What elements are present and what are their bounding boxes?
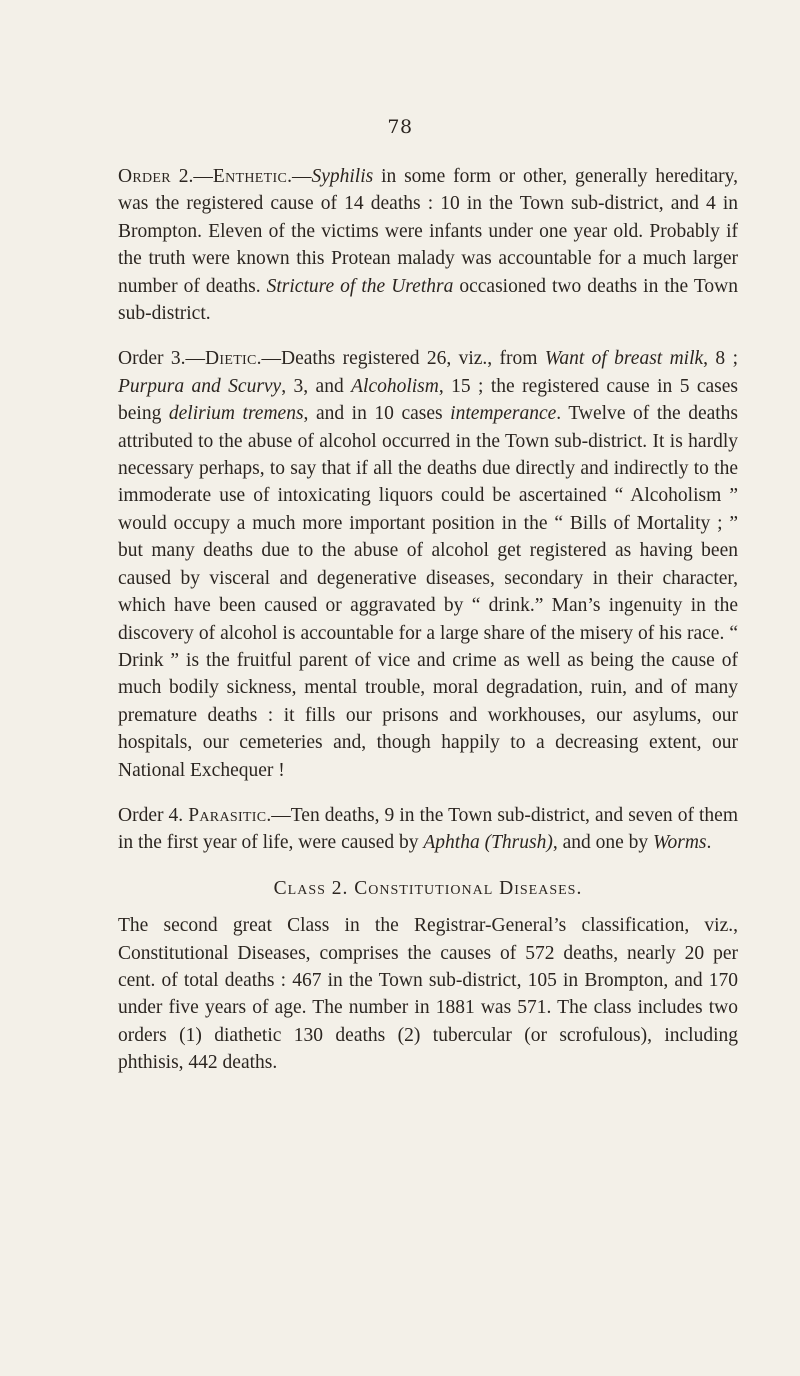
order-3-intemperance: intemperance	[450, 403, 557, 425]
paragraph-class-2: The second great Class in the Registrar-General’s classification, viz., Constitutional Diseases, comprises the causes of 572 deaths, nearly 20 per cent. of total deaths : 467 in the Town sub-district, 105 in Brompton, and 170 under five years of age. The number in 1881 was 571. The class includes two orders (1) diathetic 130 deaths (2) tubercular (or scrofulous), including phthisis, 442 deaths.	[118, 915, 738, 1074]
paragraph-order-3	[118, 345, 738, 784]
order-4-aphtha: Aphtha (Thrush)	[423, 832, 553, 854]
order-3-text-5: . Twelve of the deaths attributed to the abuse of alcohol occurred in the Town sub-district. It is hardly necessary perhaps, to say that if all the deaths due directly and indirectly to the immoderate use of intoxicating liquors could be ascertained “ Alcoholism ” would occupy a much more important position in the “ Bills of Mortality ; ” but many deaths due to the abuse of alcohol get registered as having been caused by visceral and degenerative diseases, secondary in their character, which have been caused or aggravated by “ drink.” Man’s ingenuity in the discovery of alcohol is accountable for a large share of the misery of his race. “ Drink ” is the fruitful parent of vice and crime as well as being the cause of much bodily sickness, mental trouble, moral degradation, ruin, and of many premature deaths : it fills our prisons and workhouses, our asylums, our hospitals, our cemeteries and, though happily to a decreasing extent, our National Exchequer !	[118, 403, 739, 781]
body-text	[118, 163, 738, 1095]
order-4-text-0: .—Ten deaths, 9 in the Town sub-district, and seven of them in the first year of life, were caused by	[118, 804, 738, 854]
order-3-alcoholism: Alcoholism	[351, 375, 439, 397]
order-3-text-3: , 15 ; the registered cause in 5 cases being	[118, 375, 738, 425]
paragraph-order-2	[118, 163, 738, 327]
order-4-text-2: .	[706, 832, 712, 854]
order-3-text-1: , 8 ;	[703, 348, 738, 370]
order-2-stricture: Stricture of the Urethra	[266, 275, 454, 297]
order-4-lead: Order 4.	[118, 804, 189, 826]
order-4-worms: Worms	[653, 832, 707, 854]
order-2-syphilis: Syphilis	[311, 166, 374, 187]
order-2-name: Enthetic	[212, 166, 288, 187]
order-2-text-2: occasioned two deaths in the Town sub-district.	[118, 275, 738, 325]
order-2-text-1: in some form or other, generally hereditary, was the registered cause of 14 deaths : 10 in the Town sub-district, and 4 in Brompton. Eleven of the victims were infants under one year old. Probably if the truth were known this Protean malady was accountable for a much larger number of deaths.	[118, 166, 738, 297]
order-3-text-2: , 3, and	[281, 375, 352, 397]
page-number: 78	[387, 116, 413, 138]
order-3-text-4: , and in 10 cases	[303, 403, 451, 425]
order-4-text-1: , and one by	[552, 832, 654, 854]
order-4-name: Parasitic	[188, 804, 267, 826]
order-2-lead: Order	[118, 166, 171, 187]
order-3-lead: Order 3.—	[118, 348, 205, 370]
order-2-dash: .—	[287, 166, 312, 187]
order-3-text-0: .—Deaths registered 26, viz., from	[256, 348, 545, 370]
order-3-want-of-breast-milk: Want of breast milk	[544, 348, 704, 370]
paragraph-order-4	[118, 802, 738, 857]
class-2-heading: Class 2. Constitutional Diseases.	[273, 877, 583, 899]
order-3-name: Dietic	[205, 348, 257, 370]
order-2-number: 2.—	[170, 166, 213, 187]
order-3-purpura-scurvy: Purpura and Scurvy	[118, 375, 282, 397]
order-3-delirium-tremens: delirium tremens	[168, 403, 304, 425]
